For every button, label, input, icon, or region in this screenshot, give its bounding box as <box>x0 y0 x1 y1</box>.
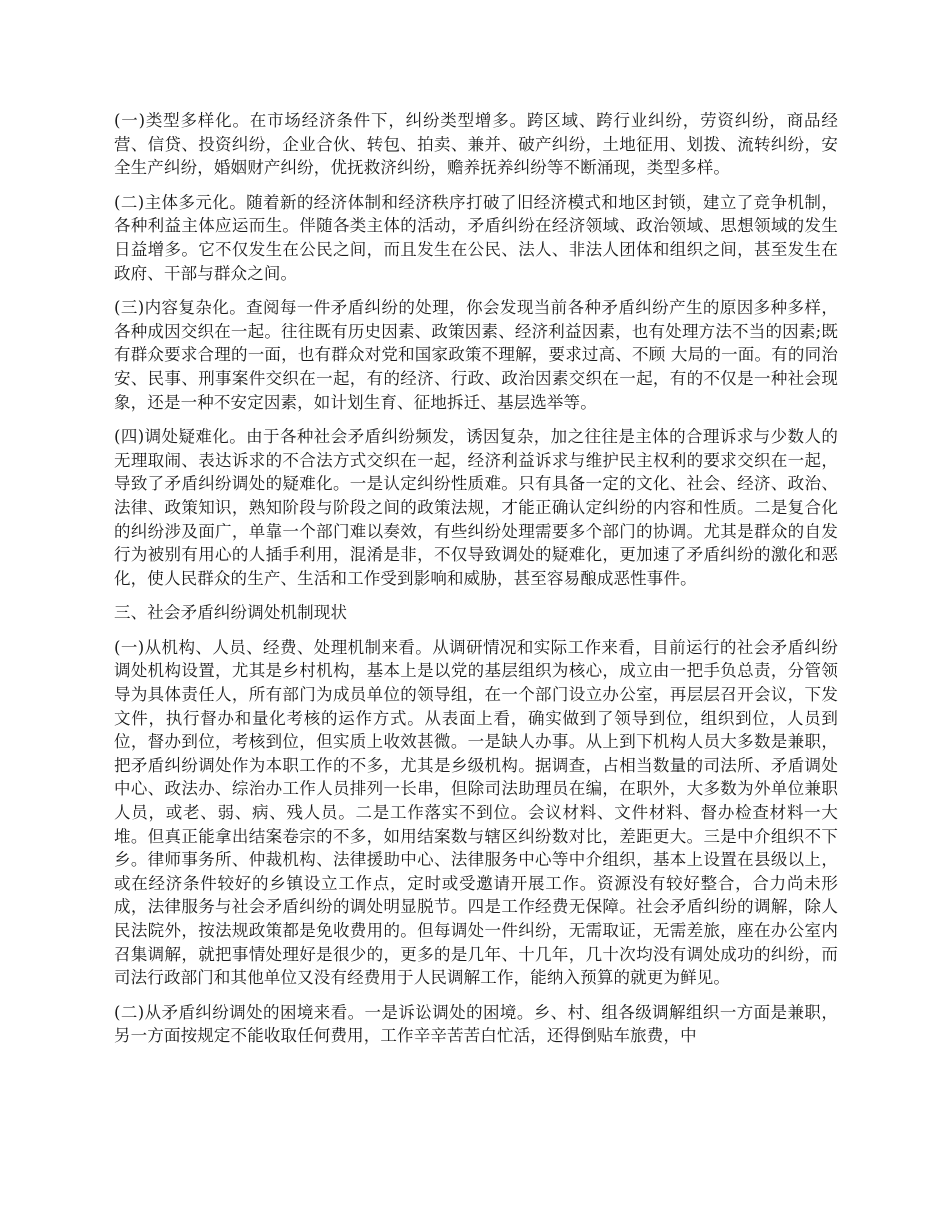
paragraph-mediation-dilemma: (二)从矛盾纠纷调处的困境来看。一是诉讼调处的困境。乡、村、组各级调解组织一方面是兼职，另一方面按规定不能收取任何费用，工作辛辛苦苦白忙活，还得倒贴车旅费，中 <box>114 1002 838 1046</box>
paragraph-mediation-difficulty: (四)调处疑难化。由于各种社会矛盾纠纷频发，诱因复杂，加之往往是主体的合理诉求与少数人的无理取闹、表达诉求的不合法方式交织在一起，经济利益诉求与维护民主权利的要求交织在一起，导致了矛盾纠纷调处的疑难化。一是认定纠纷性质难。只有具备一定的文化、社会、经济、政治、法律、政策知识，熟知阶段与阶段之间的政策法规，才能正确认定纠纷的内容和性质。二是复合化的纠纷涉及面广，单靠一个部门难以奏效，有些纠纷处理需要多个部门的协调。尤其是群众的自发行为被别有用心的人插手利用，混淆是非，不仅导致调处的疑难化，更加速了矛盾纠纷的激化和恶化，使人民群众的生产、生活和工作受到影响和威胁，甚至容易酿成恶性事件。 <box>114 427 838 588</box>
paragraph-type-diversity: (一)类型多样化。在市场经济条件下，纠纷类型增多。跨区域、跨行业纠纷，劳资纠纷，商品经营、信贷、投资纠纷，企业合伙、转包、拍卖、兼并、破产纠纷，土地征用、划拨、流转纠纷，安全生产纠纷，婚姻财产纠纷，优抚救济纠纷，赡养抚养纠纷等不断涌现，类型多样。 <box>114 111 838 178</box>
section-heading: 三、社会矛盾纠纷调处机制现状 <box>114 603 348 623</box>
paragraph-subject-pluralism: (二)主体多元化。随着新的经济体制和经济秩序打破了旧经济模式和地区封锁，建立了竞争机制，各种利益主体应运而生。伴随各类主体的活动，矛盾纠纷在经济领域、政治领域、思想领域的发生日益增多。它不仅发生在公民之间，而且发生在公民、法人、非法人团体和组织之间，甚至发生在政府、干部与群众之间。 <box>114 192 838 283</box>
paragraph-institutions-staff-funding: (一)从机构、人员、经费、处理机制来看。从调研情况和实际工作来看，目前运行的社会矛盾纠纷调处机构设置，尤其是乡村机构，基本上是以党的基层组织为核心，成立由一把手负总责，分管领导为具体责任人，所有部门为成员单位的领导组，在一个部门设立办公室，再层层召开会议，下发文件，执行督办和量化考核的运作方式。从表面上看，确实做到了领导到位，组织到位，人员到位，督办到位，考核到位，但实质上收效甚微。一是缺人办事。从上到下机构人员大多数是兼职，把矛盾纠纷调处作为本职工作的不多，尤其是乡级机构。据调查，占相当数量的司法所、矛盾调处中心、政法办、综治办工作人员排列一长串，但除司法助理员在编，在职外，大多数为外单位兼职人员，或老、弱、病、残人员。二是工作落实不到位。会议材料、文件材料、督办检查材料一大堆。但真正能拿出结案卷宗的不多，如用结案数与辖区纠纷数对比，差距更大。三是中介组织不下乡。律师事务所、仲裁机构、法律援助中心、法律服务中心等中介组织，基本上设置在县级以上，或在经济条件较好的乡镇设立工作点，定时或受邀请开展工作。资源没有较好整合，合力尚未形成，法律服务与社会矛盾纠纷的调处明显脱节。四是工作经费无保障。社会矛盾纠纷的调解，除人民法院外，按法规政策都是免收费用的。但每调处一件纠纷，无需取证，无需差旅，座在办公室内召集调解，就把事情处理好是很少的，更多的是几年、十几年，几十次均没有调处成功的纠纷，而司法行政部门和其他单位又没有经费用于人民调解工作，能纳入预算的就更为鲜见。 <box>114 637 838 988</box>
document-page <box>114 109 838 1059</box>
paragraph-content-complexity: (三)内容复杂化。查阅每一件矛盾纠纷的处理，你会发现当前各种矛盾纠纷产生的原因多种多样，各种成因交织在一起。往往既有历史因素、政策因素、经济利益因素，也有处理方法不当的因素;既有群众要求合理的一面，也有群众对党和国家政策不理解，要求过高、不顾 大局的一面。有的同治安、民事、刑事案件交织在一起，有的经济、行政、政治因素交织在一起，有的不仅是一种社会现象，还是一种不安定因素，如计划生育、征地拆迁、基层选举等。 <box>114 298 838 412</box>
